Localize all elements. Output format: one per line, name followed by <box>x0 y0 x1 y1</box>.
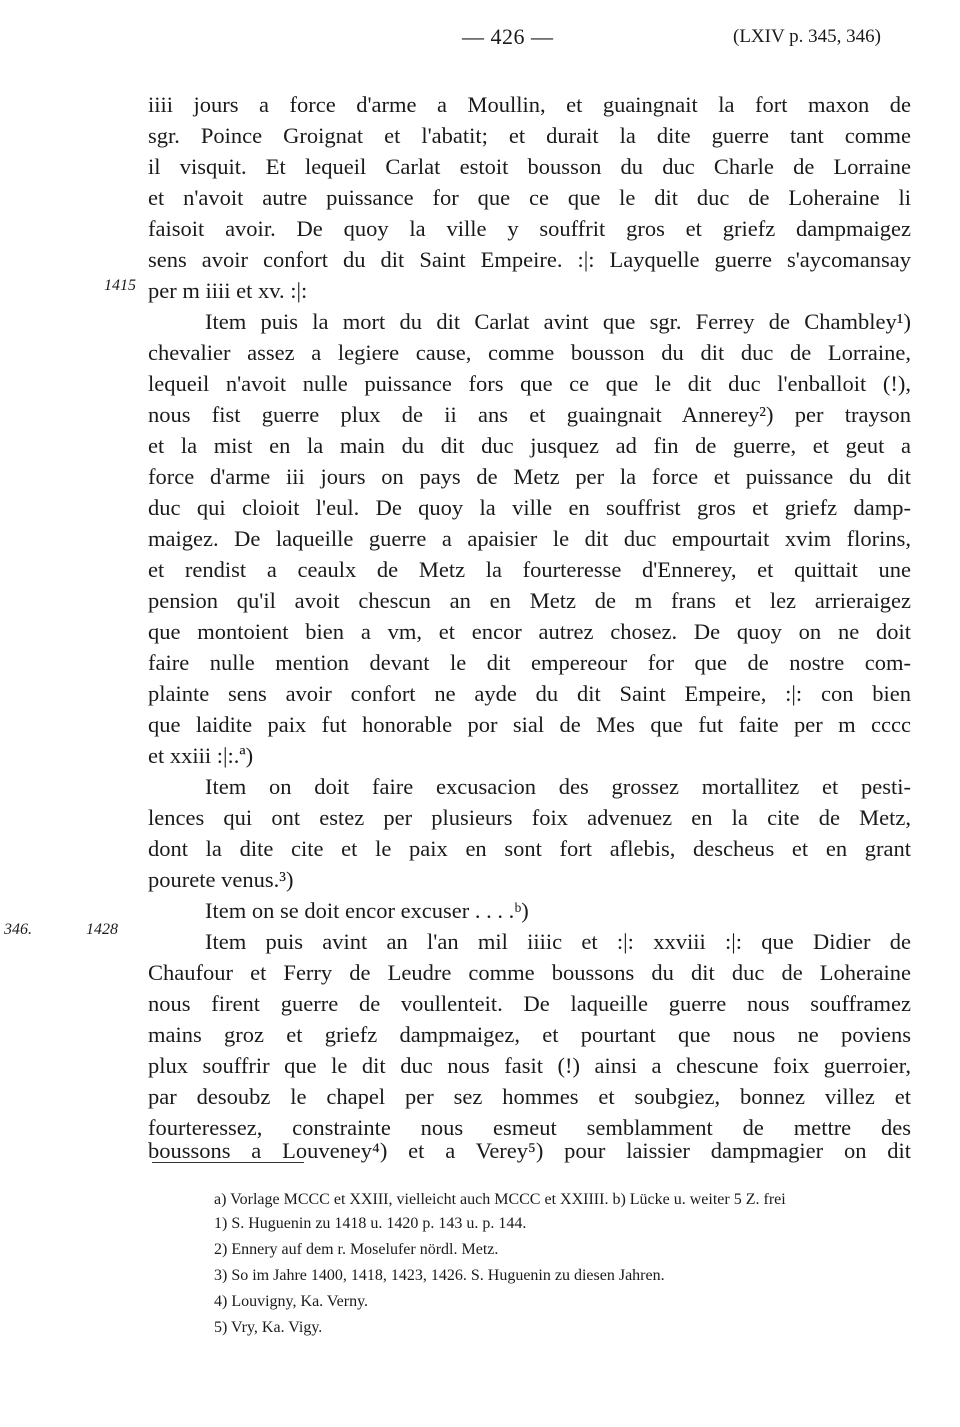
body-line: plainte sens avoir confort ne ayde du dit Saint Empeire, :|: con bien <box>148 681 911 706</box>
body-line: pourete venus.³) <box>148 867 294 892</box>
body-line: maigez. De laqueille guerre a apaisier le dit duc empourtait xvim florins, <box>148 526 911 551</box>
body-line: que laidite paix fut honorable por sial de Mes que fut faite per m cccc <box>148 712 911 737</box>
body-line: dont la dite cite et le paix en sont fort aflebis, descheus et en grant <box>148 836 911 861</box>
footnote: 5) Vry, Ka. Vigy. <box>214 1319 323 1336</box>
margin-year-1415: 1415 <box>104 277 136 294</box>
body-line: nous firent guerre de voullenteit. De laqueille guerre nous soufframez <box>148 991 911 1016</box>
body-line: Chaufour et Ferry de Leudre comme boussons du dit duc de Loheraine <box>148 960 911 985</box>
body-line: chevalier assez a legiere cause, comme bousson du dit duc de Lorraine, <box>148 340 911 365</box>
page-reference: (LXIV p. 345, 346) <box>733 26 881 47</box>
body-line: et rendist a ceaulx de Metz la fourteresse d'Ennerey, et quittait une <box>148 557 911 582</box>
body-line: Item on doit faire excusacion des grossez mortallitez et pesti- <box>205 774 911 799</box>
body-line: Item puis avint an l'an mil iiiic et :|: xxviii :|: que Didier de <box>205 929 911 954</box>
footnote: 1) S. Huguenin zu 1418 u. 1420 p. 143 u. p. 144. <box>214 1215 527 1232</box>
footnote: 2) Ennery auf dem r. Moselufer nördl. Metz. <box>214 1241 499 1258</box>
body-line: duc qui cloioit l'eul. De quoy la ville en souffrist gros et griefz damp- <box>148 495 911 520</box>
body-line: par desoubz le chapel per sez hommes et soubgiez, bonnez villez et <box>148 1084 911 1109</box>
footnote-rule <box>152 1162 304 1163</box>
body-line: nous fist guerre plux de ii ans et guaingnait Annerey²) per trayson <box>148 402 911 427</box>
body-line: et n'avoit autre puissance for que ce que le dit duc de Loheraine li <box>148 185 911 210</box>
body-line: Item puis la mort du dit Carlat avint que sgr. Ferrey de Chambley¹) <box>205 309 911 334</box>
body-line: sens avoir confort du dit Saint Empeire. :|: Layquelle guerre s'aycomansay <box>148 247 911 272</box>
body-line: lences qui ont estez per plusieurs foix advenuez en la cite de Metz, <box>148 805 911 830</box>
body-line: faire nulle mention devant le dit empereour for que de nostre com- <box>148 650 911 675</box>
body-line: per m iiii et xv. :|: <box>148 278 308 303</box>
footnote: 4) Louvigny, Ka. Verny. <box>214 1293 369 1310</box>
page-number: — 426 — <box>462 24 554 49</box>
body-line: boussons a Louveney⁴) et a Verey⁵) pour laissier dampmagier on dit <box>148 1138 911 1163</box>
margin-page-346: 346. <box>4 921 32 938</box>
body-line: fourteressez, constrainte nous esmeut semblamment de mettre des <box>148 1115 911 1140</box>
body-line: iiii jours a force d'arme a Moullin, et guaingnait la fort maxon de <box>148 92 911 117</box>
body-line: plux souffrir que le dit duc nous fasit (!) ainsi a chescune foix guerroier, <box>148 1053 911 1078</box>
margin-year-1428: 1428 <box>86 921 118 938</box>
body-line: et la mist en la main du dit duc jusquez ad fin de guerre, et geut a <box>148 433 911 458</box>
body-line: il visquit. Et lequeil Carlat estoit bousson du duc Charle de Lorraine <box>148 154 911 179</box>
body-line: mains groz et griefz dampmaigez, et pourtant que nous ne poviens <box>148 1022 911 1047</box>
footnote: 3) So im Jahre 1400, 1418, 1423, 1426. S. Huguenin zu diesen Jahren. <box>214 1267 665 1284</box>
body-line: faisoit avoir. De quoy la ville y souffrit gros et griefz dampmaigez <box>148 216 911 241</box>
body-line: Item on se doit encor excuser . . . .ᵇ) <box>205 898 529 923</box>
body-line: et xxiii :|:.ª) <box>148 743 254 768</box>
body-line: pension qu'il avoit chescun an en Metz de m frans et lez arrieraigez <box>148 588 911 613</box>
body-line: force d'arme iii jours on pays de Metz per la force et puissance du dit <box>148 464 911 489</box>
footnote: a) Vorlage MCCC et XXIII, vielleicht auch MCCC et XXIIII. b) Lücke u. weiter 5 Z. frei <box>214 1191 786 1208</box>
body-line: sgr. Poince Groignat et l'abatit; et durait la dite guerre tant comme <box>148 123 911 148</box>
body-line: lequeil n'avoit nulle puissance fors que ce que le dit duc l'enballoit (!), <box>148 371 911 396</box>
body-line: que montoient bien a vm, et encor autrez chosez. De quoy on ne doit <box>148 619 911 644</box>
